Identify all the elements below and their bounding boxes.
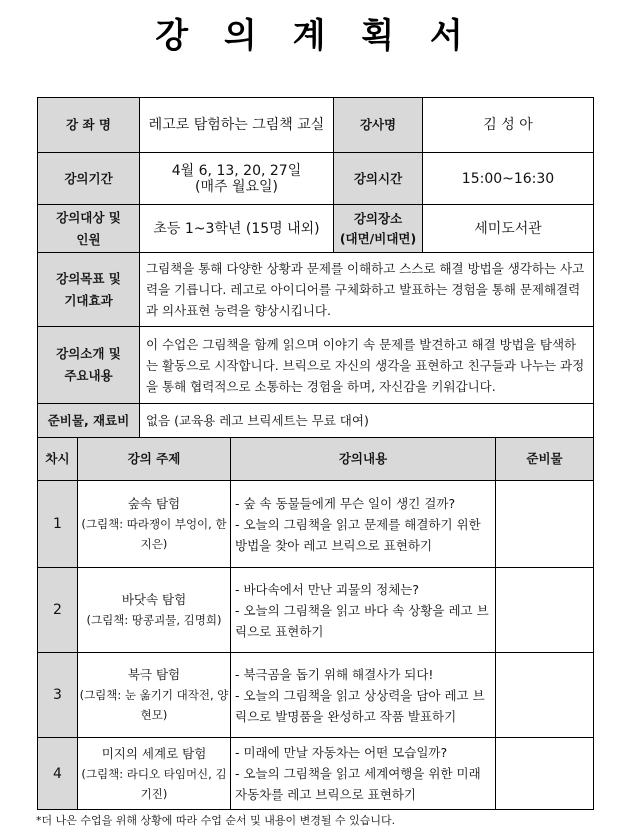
goal-value: 그림책을 통해 다양한 상황과 문제를 이해하고 스스로 해결 방법을 생각하는 사고력을 기릅니다. 레고로 아이디어를 구체화하고 발표하는 경험을 통해 문제해결력과 의사표현 능력을 향상시킵니다. (140, 253, 594, 327)
topic-title: 북극 탐험 (127, 667, 181, 682)
schedule-row (38, 653, 594, 738)
session-materials (496, 738, 594, 810)
schedule-row (38, 568, 594, 653)
topic-book: (그림책: 따라쟁이 부엉이, 한지은) (81, 517, 227, 551)
venue-value: 세미도서관 (423, 205, 594, 253)
session-number: 2 (38, 568, 78, 653)
topic-title: 바닷속 탐험 (121, 592, 187, 607)
schedule-row (38, 738, 594, 810)
intro-value: 이 수업은 그림책을 함께 읽으며 이야기 속 문제를 발견하고 해결 방법을 탐색하는 활동으로 시작합니다. 브릭으로 자신의 생각을 표현하고 친구들과 나누는 과정을 통해 협력적으로 소통하는 경험을 하며, 자신감을 키워갑니다. (140, 327, 594, 404)
instructor-value: 김 성 아 (423, 98, 594, 153)
info-row-materials (38, 404, 594, 438)
session-number: 1 (38, 481, 78, 568)
session-number: 4 (38, 738, 78, 810)
time-label: 강의시간 (334, 153, 423, 205)
schedule-row (38, 481, 594, 568)
info-row-course (38, 98, 594, 153)
topic-book: (그림책: 땅콩괴물, 김명희) (86, 613, 222, 627)
session-topic (78, 653, 231, 738)
period-dates: 4월 6, 13, 20, 27일 (171, 163, 302, 179)
header-topic: 강의 주제 (78, 438, 231, 481)
topic-title: 숲속 탐험 (127, 496, 181, 511)
materials-value: 없음 (교육용 레고 브릭세트는 무료 대여) (140, 404, 594, 438)
topic-title: 미지의 세계로 탐험 (101, 745, 207, 761)
course-info-table (37, 97, 594, 438)
session-content: - 북극곰을 돕기 위해 해결사가 되다! - 오늘의 그림책을 읽고 상상력을 담아 레고 브릭으로 발명품을 완성하고 작품 발표하기 (231, 653, 496, 738)
session-content: - 바다속에서 만난 괴물의 정체는? - 오늘의 그림책을 읽고 바다 속 상황을 레고 브릭으로 표현하기 (231, 568, 496, 653)
session-number: 3 (38, 653, 78, 738)
topic-book: (그림책: 라디오 타임머신, 김기진) (81, 766, 227, 801)
session-materials (496, 653, 594, 738)
target-label: 강의대상 및 인원 (38, 205, 140, 253)
info-row-period (38, 153, 594, 205)
header-session: 차시 (38, 438, 78, 481)
goal-label: 강의목표 및 기대효과 (38, 253, 140, 327)
info-row-goal (38, 253, 594, 327)
session-materials (496, 568, 594, 653)
topic-book: (그림책: 눈 옮기기 대작전, 양현모) (79, 688, 229, 722)
session-topic (78, 481, 231, 568)
schedule-header-row (38, 438, 594, 481)
session-materials (496, 481, 594, 568)
info-row-target (38, 205, 594, 253)
instructor-label: 강사명 (334, 98, 423, 153)
header-materials: 준비물 (496, 438, 594, 481)
info-row-intro (38, 327, 594, 404)
period-weekday: (매주 월요일) (195, 179, 278, 195)
intro-label: 강의소개 및 주요내용 (38, 327, 140, 404)
footnote: *더 나은 수업을 위해 상황에 따라 수업 순서 및 내용이 변경될 수 있습니다. (36, 814, 396, 827)
header-content: 강의내용 (231, 438, 496, 481)
venue-label: 강의장소 (대면/비대면) (334, 205, 423, 253)
schedule-table (37, 437, 594, 810)
time-value: 15:00~16:30 (423, 153, 594, 205)
period-label: 강의기간 (38, 153, 140, 205)
target-value: 초등 1~3학년 (15명 내외) (140, 205, 334, 253)
page-title: 강 의 계 획 서 (155, 16, 475, 56)
session-topic (78, 568, 231, 653)
session-content: - 숲 속 동물들에게 무슨 일이 생긴 걸까? - 오늘의 그림책을 읽고 문제를 해결하기 위한 방법을 찾아 레고 브릭으로 표현하기 (231, 481, 496, 568)
course-name-value: 레고로 탐험하는 그림책 교실 (140, 98, 334, 153)
course-name-label: 강 좌 명 (38, 98, 140, 153)
session-content: - 미래에 만날 자동차는 어떤 모습일까? - 오늘의 그림책을 읽고 세계여행을 위한 미래 자동차를 레고 브릭으로 표현하기 (231, 738, 496, 810)
period-value (140, 153, 334, 205)
session-topic (78, 738, 231, 810)
materials-label: 준비물, 재료비 (38, 404, 140, 438)
